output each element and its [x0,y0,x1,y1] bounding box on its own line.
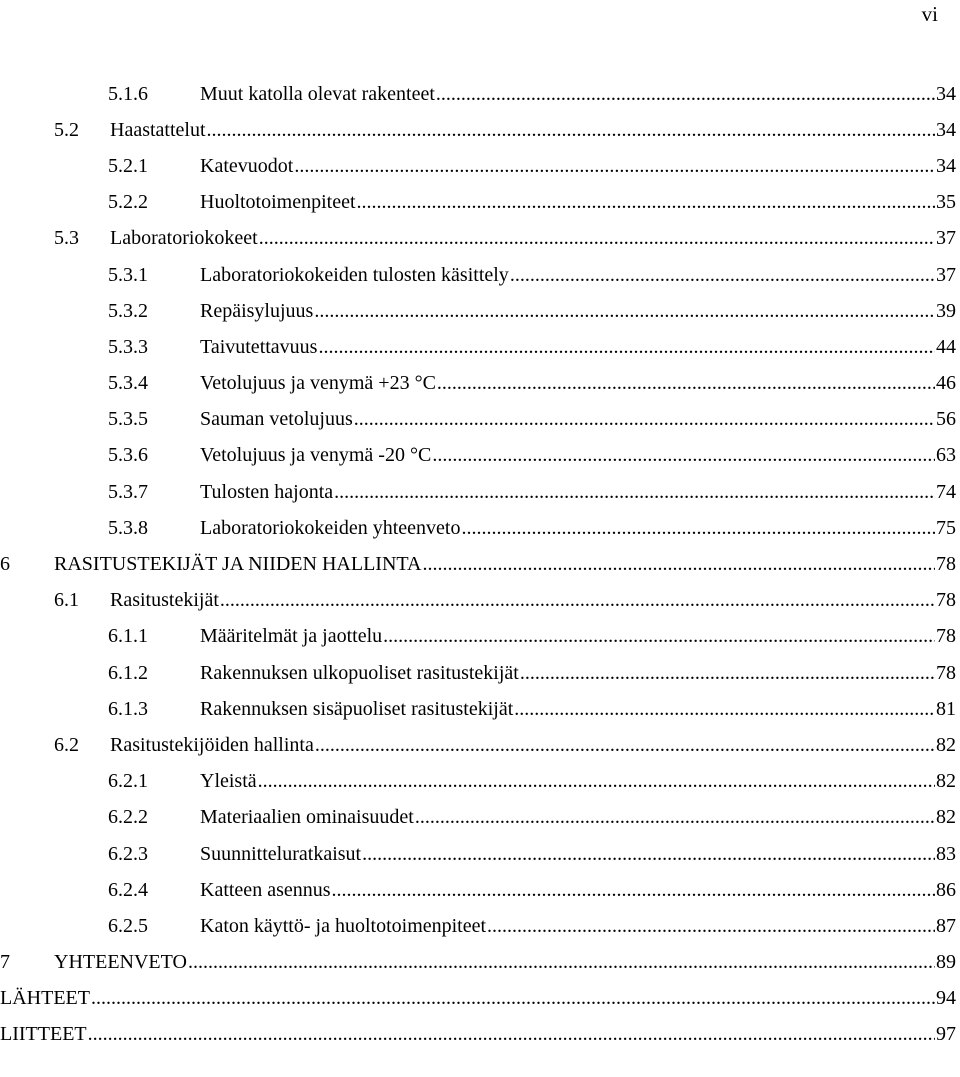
dot-leader [354,408,935,431]
toc-entry-title: Rasitustekijöiden hallinta [110,733,314,756]
toc-entry-page: 34 [936,82,956,105]
toc-entry-title: Määritelmät ja jaottelu [200,625,383,648]
toc-entry-title: Katevuodot [200,154,294,177]
dot-leader [332,879,935,902]
dot-leader [436,83,935,106]
toc-entry-page: 78 [936,553,956,576]
toc-entry-number: 5.2.2 [108,191,148,214]
dot-leader [207,119,935,142]
toc-entry-title: Huoltotoimenpiteet [200,191,356,214]
toc-entry-title: LIITTEET [0,1023,87,1046]
toc-entry-number: 5.2 [54,118,79,141]
toc-entry[interactable] [0,872,956,908]
toc-entry-title: Laboratoriokokeiden yhteenveto [200,516,461,539]
toc-entry-page: 82 [936,770,956,793]
dot-leader [487,915,935,938]
toc-entry[interactable] [0,366,956,402]
toc-entry-title: Rakennuksen sisäpuoliset rasitustekijät [200,697,514,720]
toc-entry-page: 46 [936,372,956,395]
toc-entry[interactable] [0,945,956,981]
toc-entry-title: Rasitustekijät [110,589,219,612]
toc-entry-page: 83 [936,842,956,865]
toc-entry-number: 6.2.4 [108,878,148,901]
toc-entry-title: Katteen asennus [200,878,331,901]
dot-leader [437,372,935,395]
toc-entry[interactable] [0,764,956,800]
toc-entry[interactable] [0,836,956,872]
toc-entry[interactable] [0,438,956,474]
dot-leader [91,987,935,1010]
dot-leader [334,481,935,504]
toc-entry[interactable] [0,655,956,691]
toc-entry[interactable] [0,981,956,1017]
toc-entry-page: 89 [936,951,956,974]
toc-entry[interactable] [0,510,956,546]
toc-entry-number: 5.3.8 [108,516,148,539]
dot-leader [318,336,935,359]
toc-entry-page: 44 [936,335,956,358]
dot-leader [88,1023,935,1046]
dot-leader [422,553,935,576]
toc-entry-title: Vetolujuus ja venymä -20 °C [200,444,432,467]
toc-entry[interactable] [0,1017,956,1053]
table-of-contents [0,76,956,1053]
dot-leader [510,264,935,287]
toc-entry-title: Tulosten hajonta [200,480,334,503]
toc-entry-title: Haastattelut [110,118,206,141]
toc-entry[interactable] [0,800,956,836]
toc-entry[interactable] [0,185,956,221]
toc-entry-page: 86 [936,878,956,901]
toc-entry-title: Suunnitteluratkaisut [200,842,362,865]
dot-leader [294,155,935,178]
toc-entry-page: 75 [936,516,956,539]
toc-entry-title: Laboratoriokokeet [110,227,258,250]
toc-entry[interactable] [0,402,956,438]
toc-entry-page: 37 [936,263,956,286]
toc-entry-title: RASITUSTEKIJÄT JA NIIDEN HALLINTA [54,553,422,576]
toc-entry-page: 87 [936,914,956,937]
toc-entry-page: 37 [936,227,956,250]
toc-entry-title: Yleistä [200,770,257,793]
toc-entry-title: Katon käyttö- ja huoltotoimenpiteet [200,914,487,937]
toc-entry-number: 6.2.5 [108,914,148,937]
toc-entry[interactable] [0,329,956,365]
toc-entry-page: 39 [936,299,956,322]
toc-entry-page: 34 [936,118,956,141]
toc-entry-number: 6 [0,553,10,576]
toc-entry-title: YHTEENVETO [54,951,187,974]
dot-leader [514,698,935,721]
dot-leader [188,951,935,974]
toc-entry-number: 6.2 [54,733,79,756]
toc-entry-number: 5.3.6 [108,444,148,467]
toc-entry[interactable] [0,76,956,112]
toc-entry[interactable] [0,619,956,655]
dot-leader [314,300,935,323]
toc-entry-number: 7 [0,951,10,974]
dot-leader [315,734,935,757]
toc-entry-page: 97 [936,1023,956,1046]
toc-entry-page: 34 [936,154,956,177]
toc-entry[interactable] [0,691,956,727]
toc-entry-title: Vetolujuus ja venymä +23 °C [200,372,436,395]
dot-leader [362,843,935,866]
toc-entry-number: 5.3.4 [108,372,148,395]
toc-entry-number: 6.1 [54,589,79,612]
toc-entry-title: Repäisylujuus [200,299,314,322]
toc-entry-title: LÄHTEET [0,987,90,1010]
toc-entry[interactable] [0,112,956,148]
dot-leader [383,625,935,648]
toc-entry-number: 5.3.3 [108,335,148,358]
toc-entry-number: 6.2.2 [108,806,148,829]
toc-entry-number: 6.1.1 [108,625,148,648]
toc-entry-page: 35 [936,191,956,214]
toc-entry-number: 6.1.3 [108,697,148,720]
toc-entry-page: 82 [936,806,956,829]
dot-leader [461,517,935,540]
toc-entry-title: Taivutettavuus [200,335,318,358]
toc-entry-number: 5.3.5 [108,408,148,431]
toc-entry-page: 63 [936,444,956,467]
toc-entry-title: Muut katolla olevat rakenteet [200,82,435,105]
dot-leader [357,191,935,214]
toc-entry-title: Laboratoriokokeiden tulosten käsittely [200,263,509,286]
toc-entry-number: 5.3.7 [108,480,148,503]
toc-entry[interactable] [0,583,956,619]
toc-entry-page: 78 [936,661,956,684]
toc-entry-title: Materiaalien ominaisuudet [200,806,414,829]
toc-entry-page: 78 [936,625,956,648]
dot-leader [259,227,935,250]
toc-entry[interactable] [0,221,956,257]
toc-entry-number: 6.1.2 [108,661,148,684]
dot-leader [432,444,935,467]
toc-entry-page: 56 [936,408,956,431]
toc-entry-page: 74 [936,480,956,503]
toc-entry-page: 81 [936,697,956,720]
toc-entry-title: Sauman vetolujuus [200,408,353,431]
toc-entry[interactable] [0,257,956,293]
dot-leader [415,806,935,829]
toc-entry-number: 5.3 [54,227,79,250]
toc-entry-page: 82 [936,733,956,756]
dot-leader [258,770,935,793]
page-number: vi [921,2,938,26]
toc-entry-number: 6.2.3 [108,842,148,865]
toc-entry[interactable] [0,727,956,763]
toc-entry-title: Rakennuksen ulkopuoliset rasitustekijät [200,661,519,684]
dot-leader [220,589,935,612]
toc-entry-number: 6.2.1 [108,770,148,793]
toc-entry[interactable] [0,908,956,944]
toc-entry[interactable] [0,474,956,510]
toc-entry-number: 5.3.2 [108,299,148,322]
toc-entry-page: 94 [936,987,956,1010]
toc-entry-number: 5.1.6 [108,82,148,105]
toc-entry-number: 5.2.1 [108,154,148,177]
toc-entry-page: 78 [936,589,956,612]
dot-leader [520,662,935,685]
toc-entry-number: 5.3.1 [108,263,148,286]
toc-entry[interactable] [0,293,956,329]
toc-entry[interactable] [0,148,956,184]
toc-entry[interactable] [0,546,956,582]
